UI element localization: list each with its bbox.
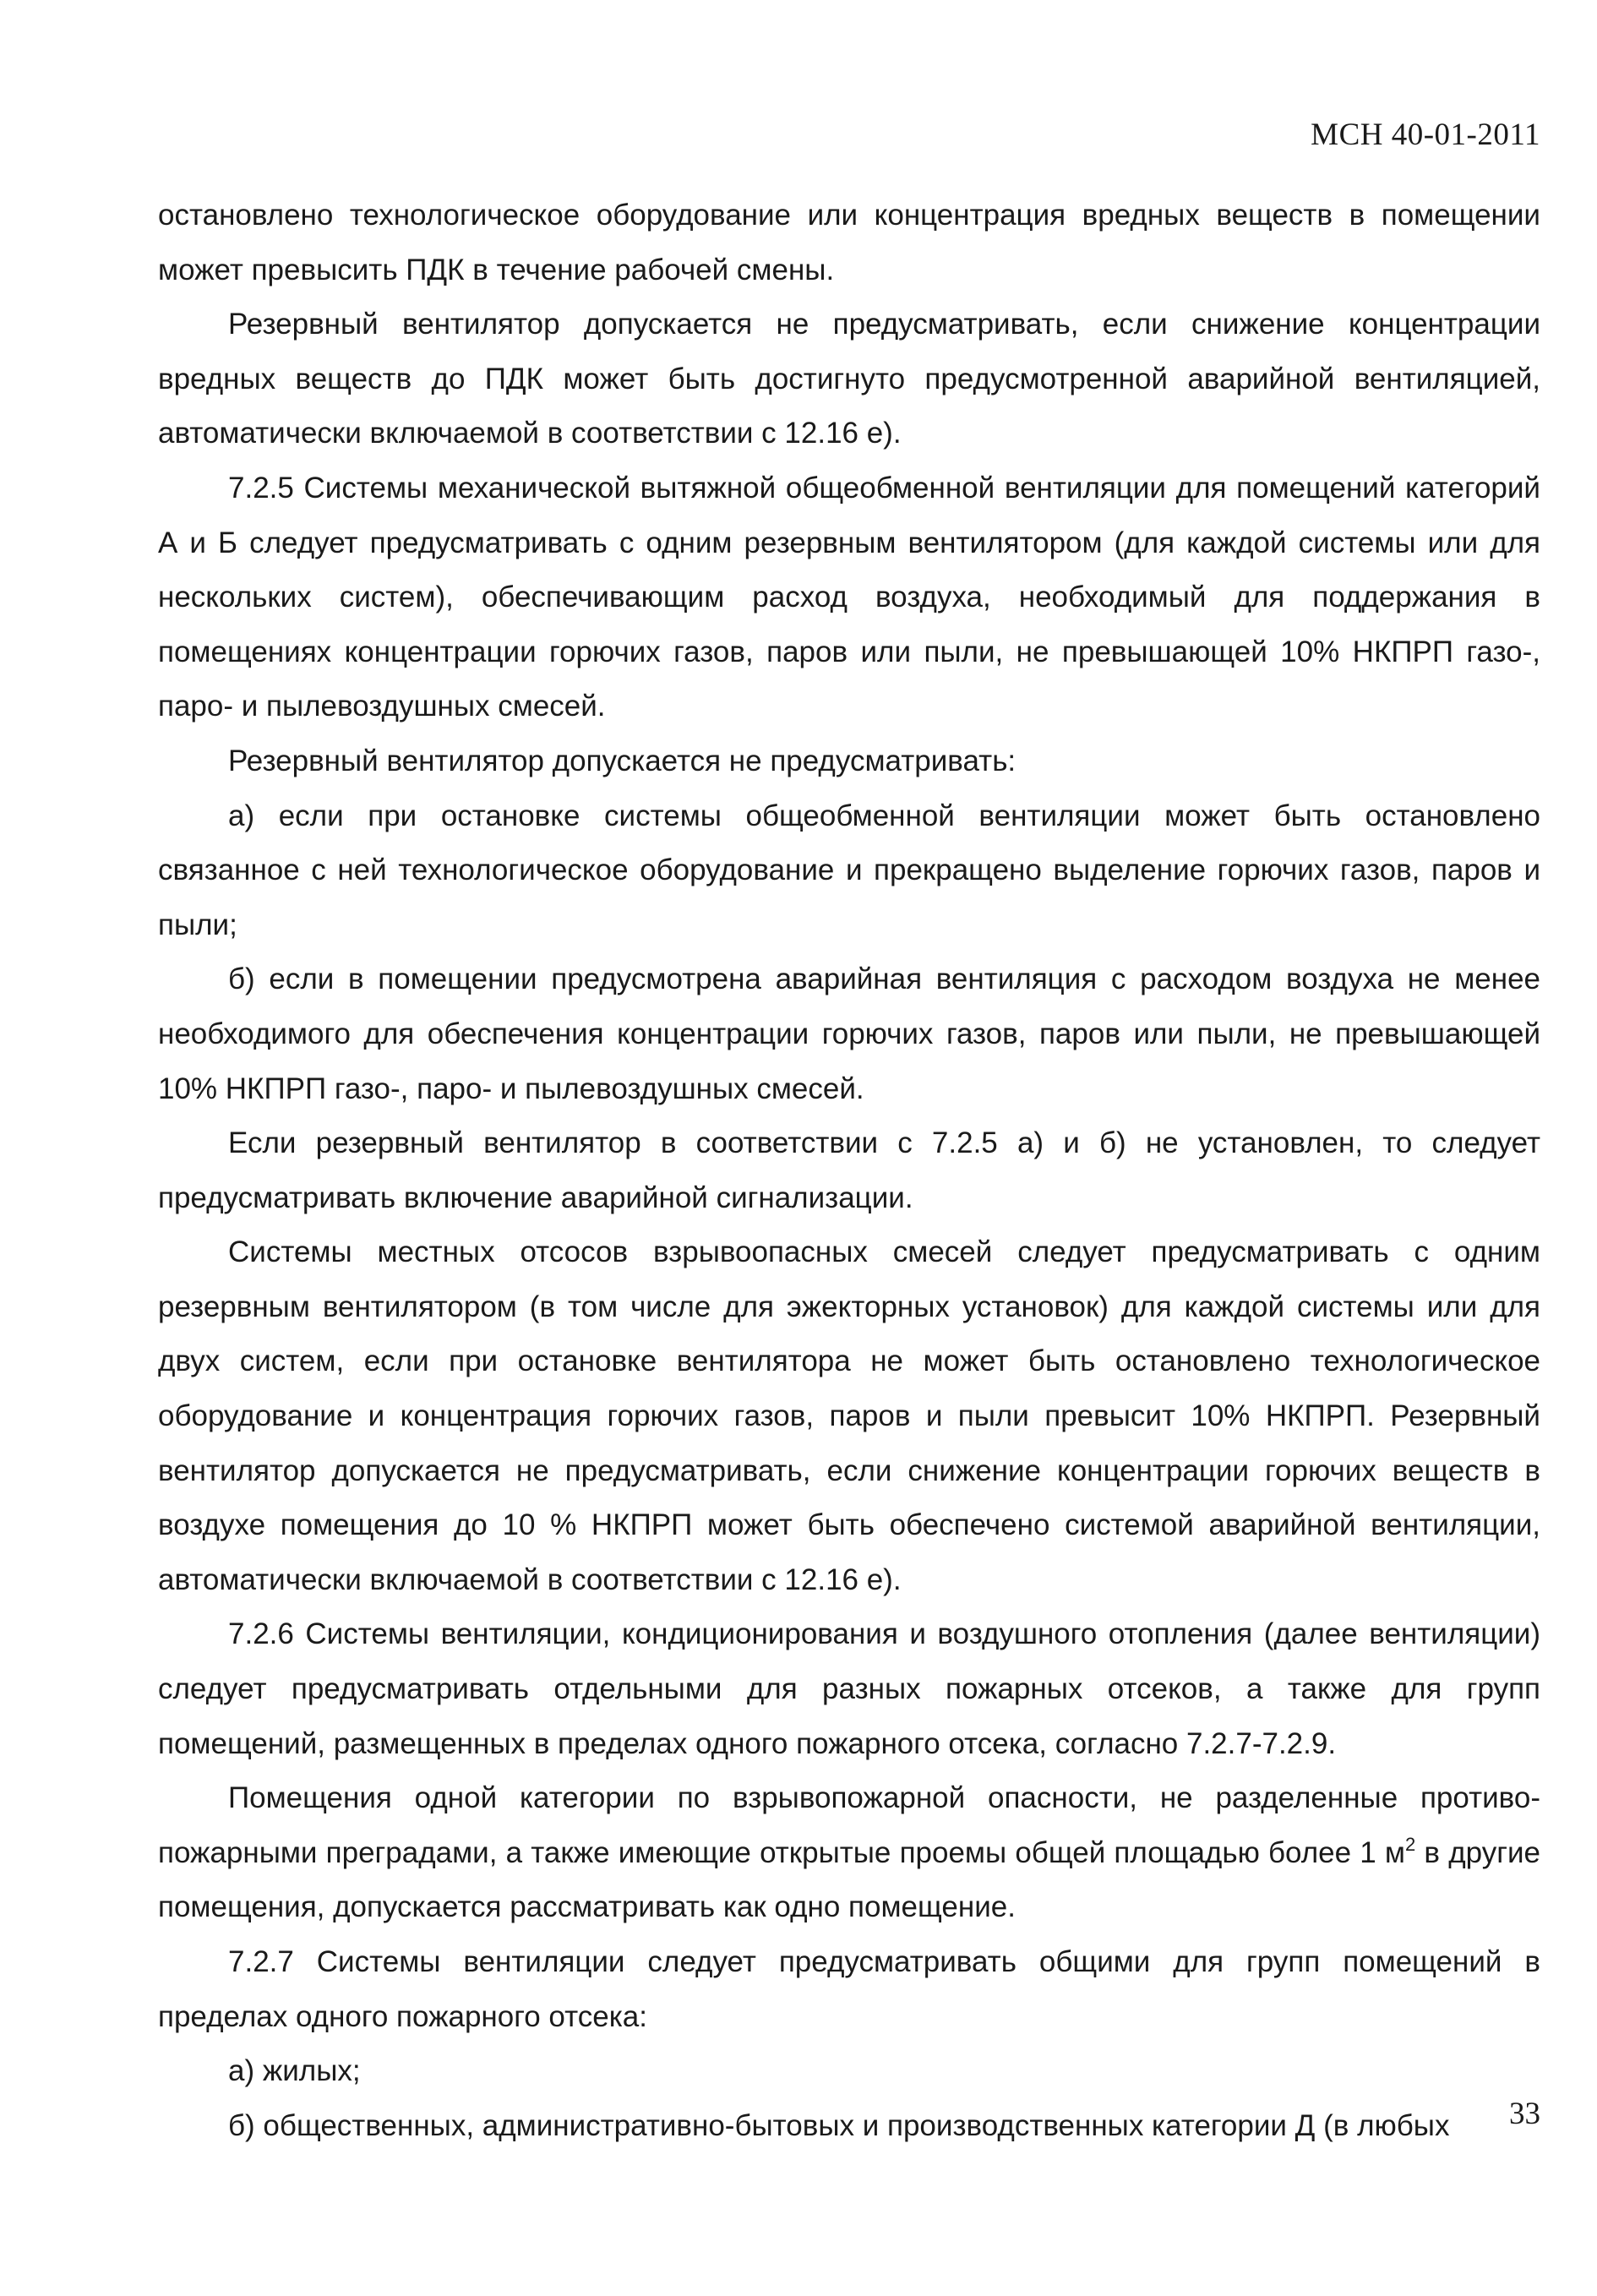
paragraph-continuation: остановлено технологическое оборудование или концентрация вредных веществ в помещении может превысить ПДК в течение рабочей смены. (158, 199, 1540, 286)
paragraph-local-exhaust: Системы местных отсосов взрывоопасных смесей следует предусматривать с одним резервным вентилятором (в том числе для эжекторных установок) для каждой системы или для двух систем, если при остановке вентилятора не может быть остановлено технологическое оборудование и концентрация горючих газов, паров и пыли превысит 10% НКПРП. Резервный вентилятор допускается не предусматривать, если снижение концентрации горючих веществ в воздухе помещения до 10 % НКПРП может быть обеспечено системой аварийной вентиляции, автоматически включаемой в соответствии с 12.16 е). (158, 1235, 1540, 1596)
paragraph-room-grouping (158, 1771, 1540, 1935)
page-number: 33 (1509, 2097, 1540, 2131)
paragraph-7-2-6: 7.2.6 Системы вентиляции, кондиционирования и воздушного отопления (далее вентиляции) следует предусматривать отдельными для разных пожарных отсеков, а также для групп помещений, размещенных в пределах одного пожарного отсека, согласно 7.2.7-7.2.9. (158, 1617, 1540, 1760)
document-code-header: МСН 40-01-2011 (1311, 117, 1540, 152)
paragraph-reserve-fan-conditions: Резервный вентилятор допускается не предусматривать: (228, 744, 1017, 777)
list-item-a-residential: а) жилых; (228, 2054, 361, 2088)
paragraph-alarm-note: Если резервный вентилятор в соответствии с 7.2.5 а) и б) не установлен, то следует предусматривать включение аварийной сигнализации. (158, 1126, 1540, 1214)
paragraph-room-grouping-text: Помещения одной категории по взрывопожарной опасности, не разделенные противопожарными преградами, а также имеющие открытые проемы общей площадью более 1 м (158, 1781, 1540, 1869)
paragraph-room-grouping-text-end: в другие помещения, допускается рассматривать как одно помещение. (158, 1835, 1540, 1924)
paragraph-7-2-7: 7.2.7 Системы вентиляции следует предусматривать общими для групп помещений в пределах одного пожарного отсека: (158, 1945, 1540, 2033)
list-item-b-public: б) общественных, административно-бытовых и производственных категории Д (в любых (228, 2108, 1450, 2142)
page-body (158, 188, 1540, 2153)
superscript-exponent: 2 (1405, 1833, 1416, 1855)
paragraph-reserve-fan-note: Резервный вентилятор допускается не предусматривать, если снижение концентрации вредных веществ до ПДК может быть достигнуто предусмотренной аварийной вентиляцией, автоматически включаемой в соответствии с 12.16 е). (158, 308, 1540, 450)
paragraph-7-2-5: 7.2.5 Системы механической вытяжной общеобменной вентиляции для помещений категорий А и Б следует предусматривать с одним резервным вентилятором (для каждой системы или для нескольких систем), обеспечивающим расход воздуха, необходимый для поддержания в помещениях концентрации горючих газов, паров или пыли, не превышающей 10% НКПРП газо-, паро- и пылевоздушных смесей. (158, 471, 1540, 723)
list-item-b: б) если в помещении предусмотрена аварийная вентиляция с расходом воздуха не менее необходимого для обеспечения концентрации горючих газов, паров или пыли, не превышающей 10% НКПРП газо-, паро- и пылевоздушных смесей. (158, 963, 1540, 1105)
list-item-a: а) если при остановке системы общеобменной вентиляции может быть остановлено связанное с ней технологическое оборудование и прекращено выделение горючих газов, паров и пыли; (158, 799, 1540, 941)
